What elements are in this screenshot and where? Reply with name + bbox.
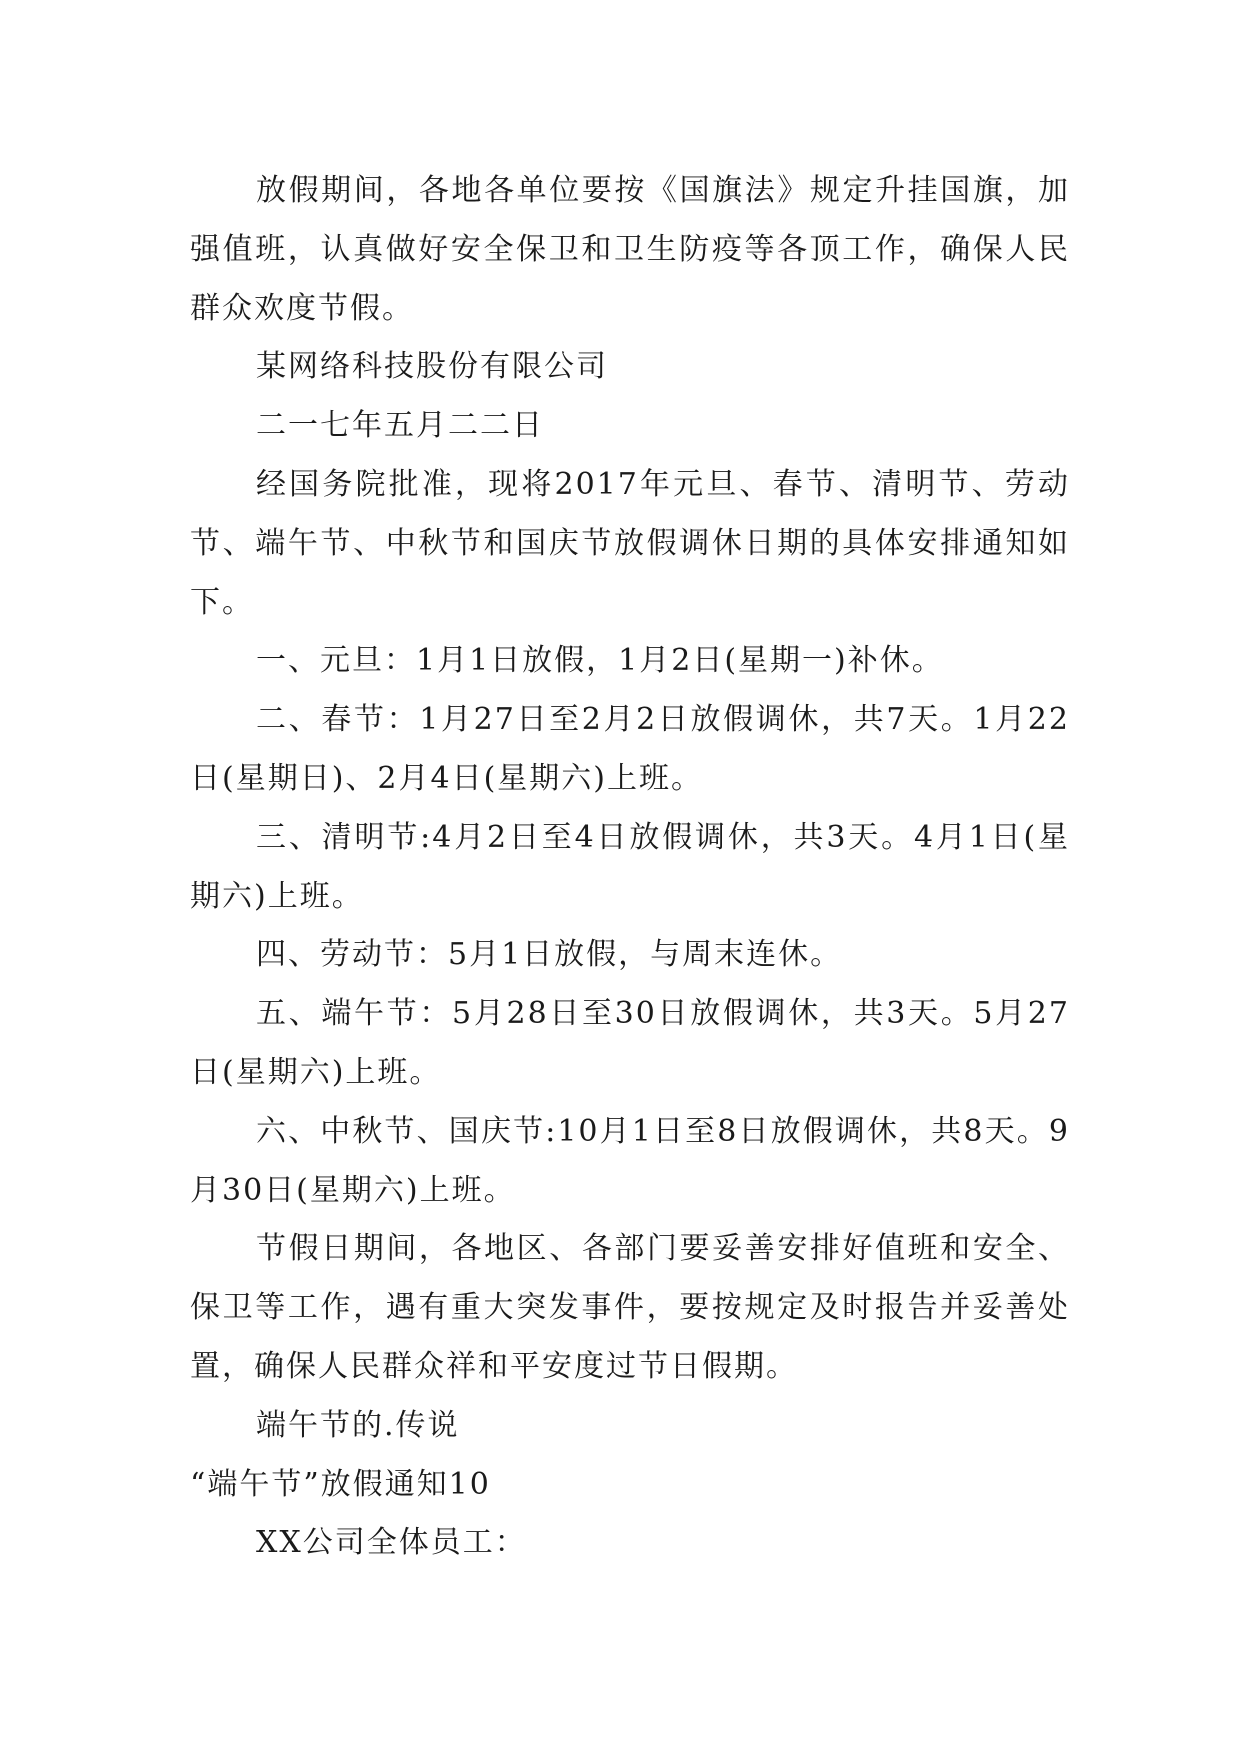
salutation: XX公司全体员工：: [256, 1525, 527, 1561]
item-new-year: 一、元旦：1月1日放假，1月2日(星期一)补休。: [256, 643, 944, 679]
document-body: [190, 162, 1070, 1573]
item-mid-autumn-national: 六、中秋节、国庆节:10月1日至8日放假调休，共8天。9月30日(星期六)上班。: [190, 1113, 1070, 1208]
signature-date: 二一七年五月二二日: [256, 408, 544, 444]
paragraph-flag-notice: 放假期间，各地各单位要按《国旗法》规定升挂国旗，加强值班，认真做好安全保卫和卫生防疫等各顶工作，确保人民群众欢度节假。: [190, 173, 1070, 326]
paragraph-intro: 经国务院批准，现将2017年元旦、春节、清明节、劳动节、端午节、中秋节和国庆节放假调休日期的具体安排通知如下。: [190, 466, 1070, 620]
item-labour-day: 四、劳动节：5月1日放假，与周末连休。: [256, 937, 843, 973]
heading-holiday-notice: “端午节”放假通知10: [190, 1466, 491, 1502]
item-dragon-boat: 五、端午节：5月28日至30日放假调休，共3天。5月27日(星期六)上班。: [190, 996, 1070, 1090]
company-signature: 某网络科技股份有限公司: [256, 349, 608, 385]
heading-legend: 端午节的.传说: [256, 1407, 460, 1443]
item-spring-festival: 二、春节：1月27日至2月2日放假调休，共7天。1月22日(星期日)、2月4日(星期六)上班。: [190, 702, 1070, 796]
paragraph-duty-notice: 节假日期间，各地区、各部门要妥善安排好值班和安全、保卫等工作，遇有重大突发事件，要按规定及时报告并妥善处置，确保人民群众祥和平安度过节日假期。: [190, 1231, 1070, 1384]
item-qingming: 三、清明节:4月2日至4日放假调休，共3天。4月1日(星期六)上班。: [190, 819, 1070, 914]
